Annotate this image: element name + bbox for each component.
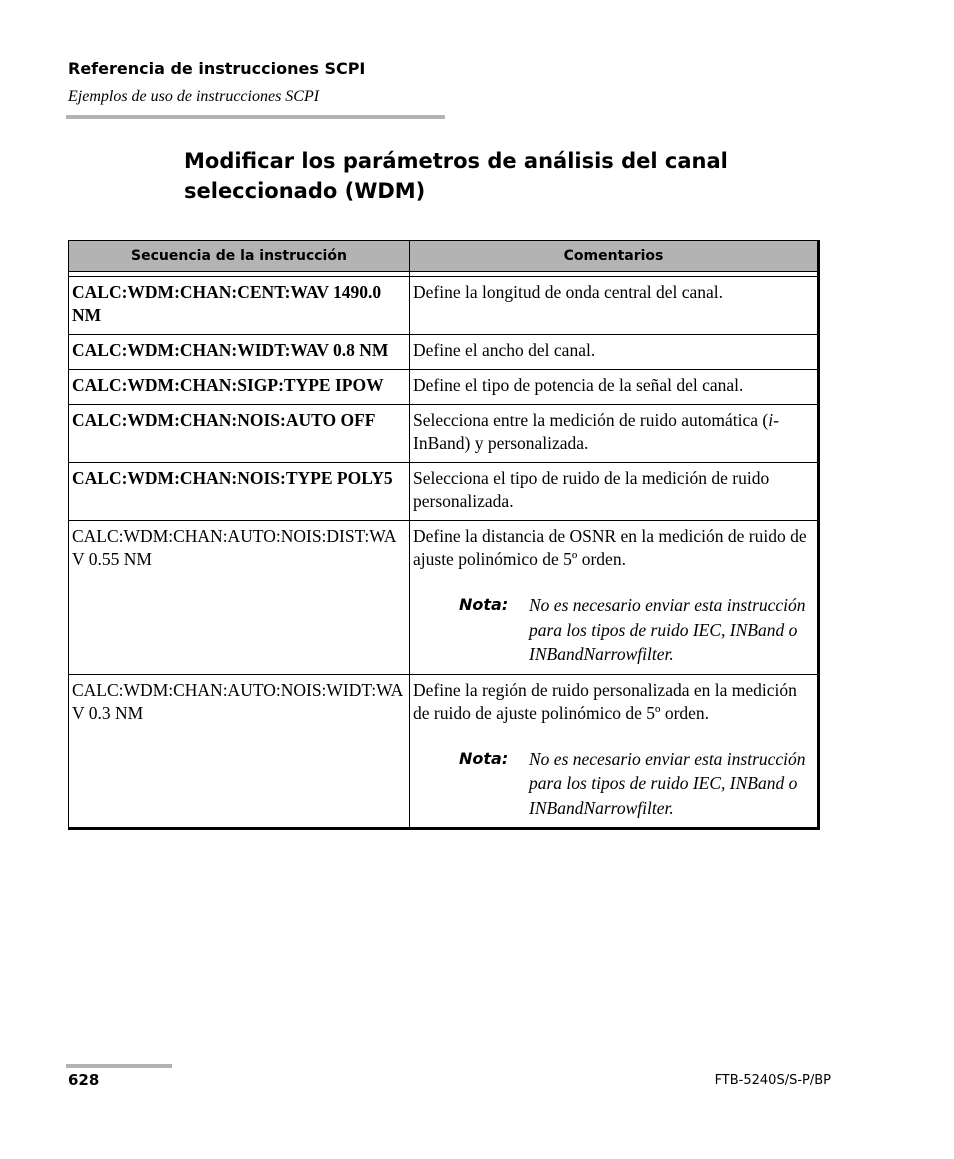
section-title: Modificar los parámetros de análisis del canal seleccionado (WDM) [184, 149, 728, 203]
command-cell: CALC:WDM:CHAN:AUTO:NOIS:DIST:WAV 0.55 NM [69, 521, 410, 675]
table-row [69, 277, 819, 335]
table-row [69, 463, 819, 521]
comment-cell: Define la longitud de onda central del canal. [410, 277, 819, 335]
note-label: Nota: [459, 748, 509, 768]
note-label: Nota: [459, 595, 509, 614]
table-row [69, 335, 819, 370]
note-text: No es necesario enviar esta instrucción para los tipos de ruido IEC, INBand o INBandNarrowfilter. [529, 595, 806, 664]
comment-text: Define la región de ruido personalizada en la medición de ruido de ajuste polinómico de 5º orden. [413, 679, 797, 723]
comment-cell: Define el ancho del canal. [410, 335, 819, 370]
comment-text: Selecciona entre la medición de ruido automática ( [413, 410, 769, 430]
comment-text: -InBand) y personalizada. [413, 410, 779, 453]
command-cell: CALC:WDM:CHAN:SIGP:TYPE IPOW [69, 370, 410, 405]
table-row [69, 521, 819, 675]
column-header-comments: Comentarios [410, 241, 819, 272]
header-rule [66, 115, 445, 119]
table-row [69, 370, 819, 405]
note [459, 593, 814, 667]
comment-italic-text: i [768, 410, 774, 430]
page-number: 628 [68, 1071, 100, 1089]
note-text: No es necesario enviar esta instrucción para los tipos de ruido IEC, INBand o INBandNarrowfilter. [529, 748, 806, 818]
comment-cell [410, 674, 819, 829]
comment-text: Define la distancia de OSNR en la medición de ruido de ajuste polinómico de 5º orden. [413, 526, 807, 569]
scpi-command-table [68, 240, 820, 830]
comment-cell: Define el tipo de potencia de la señal del canal. [410, 370, 819, 405]
running-header-title: Referencia de instrucciones SCPI [68, 59, 366, 78]
command-cell: CALC:WDM:CHAN:NOIS:AUTO OFF [69, 405, 410, 463]
comment-cell [410, 521, 819, 675]
table-row [69, 674, 819, 829]
table-row [69, 405, 819, 463]
document-code: FTB-5240S/S-P/BP [714, 1073, 831, 1088]
running-header-subtitle: Ejemplos de uso de instrucciones SCPI [68, 88, 320, 105]
table-header-row [69, 241, 819, 272]
footer-rule [66, 1064, 172, 1068]
column-header-sequence: Secuencia de la instrucción [69, 241, 410, 272]
comment-cell [410, 405, 819, 463]
comment-cell: Selecciona el tipo de ruido de la medición de ruido personalizada. [410, 463, 819, 521]
command-cell: CALC:WDM:CHAN:WIDT:WAV 0.8 NM [69, 335, 410, 370]
command-cell: CALC:WDM:CHAN:CENT:WAV 1490.0 NM [69, 277, 410, 335]
note [459, 747, 814, 821]
command-cell: CALC:WDM:CHAN:NOIS:TYPE POLY5 [69, 463, 410, 521]
command-cell: CALC:WDM:CHAN:AUTO:NOIS:WIDT:WAV 0.3 NM [69, 674, 410, 829]
